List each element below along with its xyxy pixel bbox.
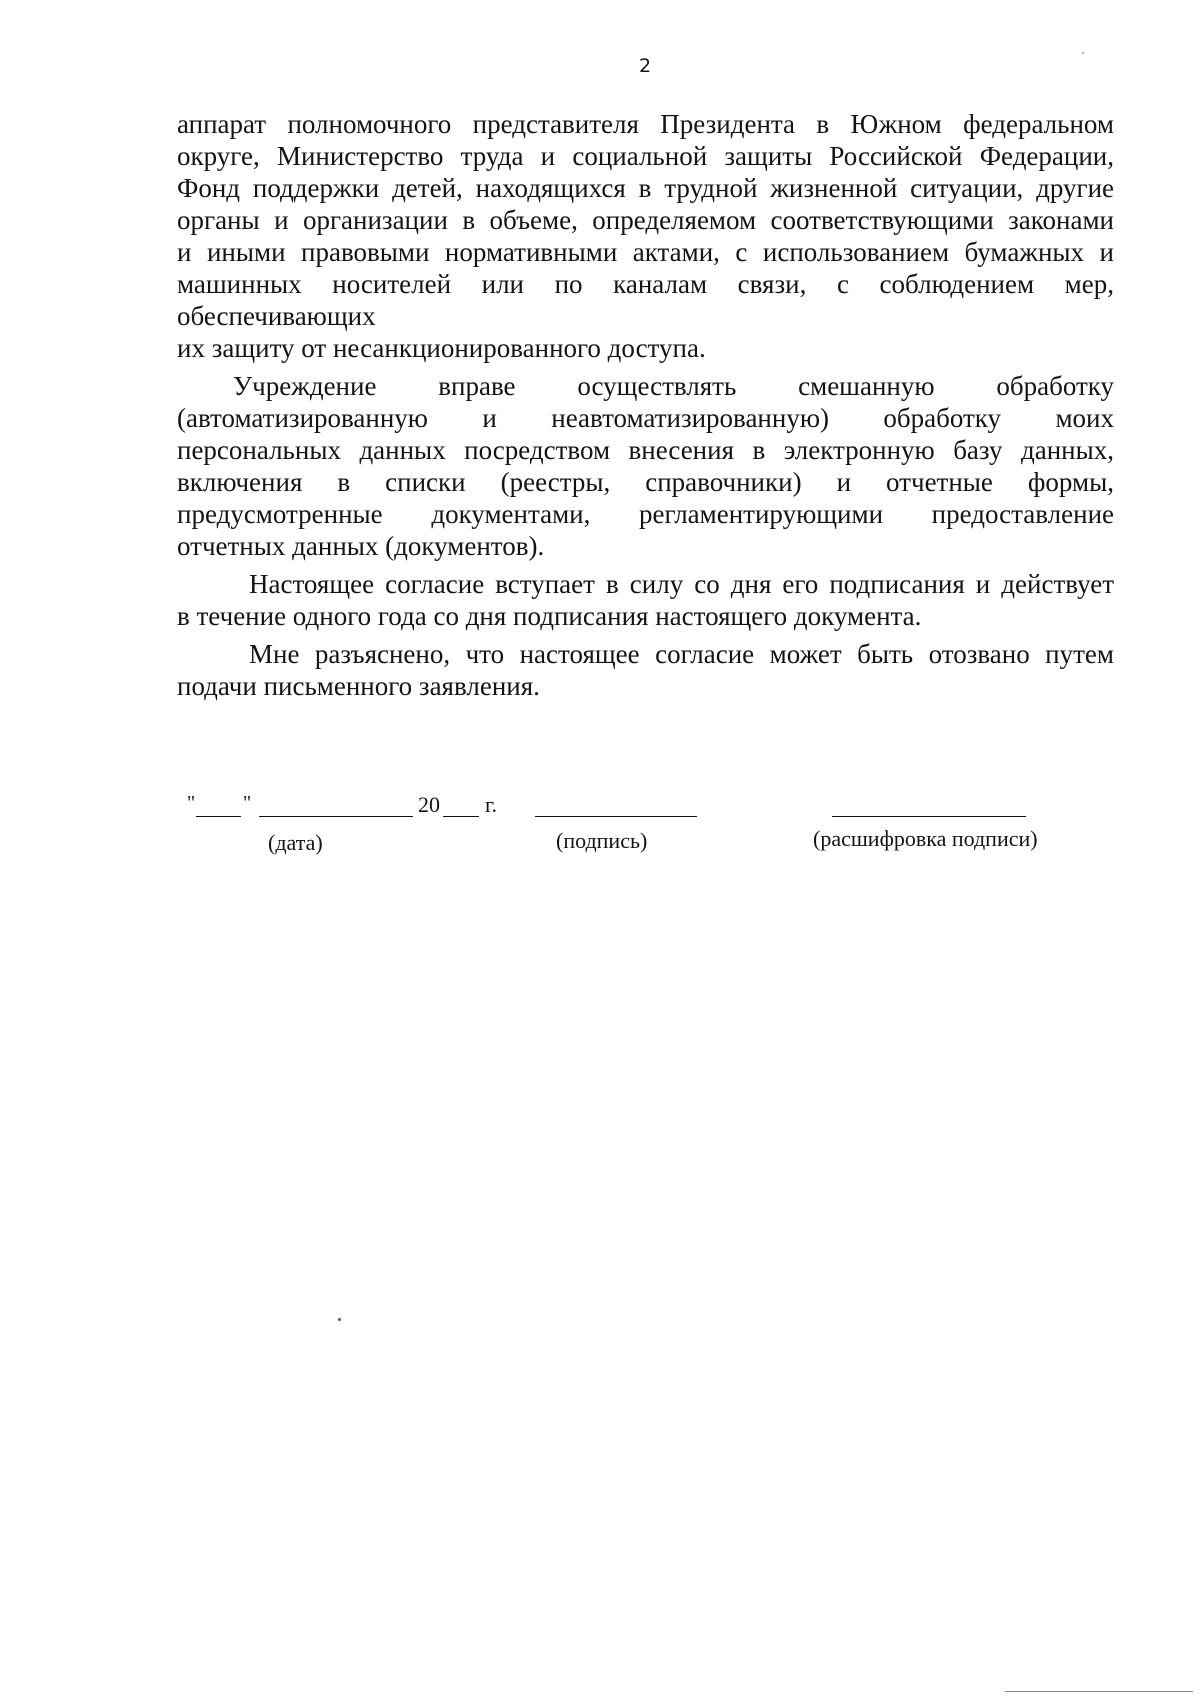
paragraph-validity <box>177 568 1114 632</box>
date-quote-close: " <box>243 792 252 814</box>
text-line: аппарат полномочного представителя Президента в Южном федеральном <box>177 109 1114 139</box>
text-line: их защиту от несанкционированного доступа. <box>177 333 706 363</box>
scan-edge-line <box>1005 1691 1193 1692</box>
text-line: Настоящее согласие вступает в силу со дня его подписания и действует <box>249 569 1114 599</box>
text-line: Учреждение вправе осуществлять смешанную обработку <box>233 371 1114 401</box>
paragraph-data-transfer <box>177 108 1114 364</box>
text-line: отчетных данных (документов). <box>177 531 545 561</box>
page-number: 2 <box>638 55 652 77</box>
scan-speck <box>1082 52 1084 54</box>
scan-speck <box>338 1318 341 1321</box>
year-blank-line <box>443 816 479 817</box>
text-line: органы и организации в объеме, определяемом соответствующими законами <box>177 205 1114 235</box>
text-line: Фонд поддержки детей, находящихся в трудной жизненной ситуации, другие <box>177 173 1114 203</box>
month-blank-line <box>259 816 413 817</box>
text-line: обеспечивающих <box>177 301 376 331</box>
signature-block <box>0 788 1200 868</box>
signature-caption: (подпись) <box>556 828 648 853</box>
text-line: (автоматизированную и неавтоматизированную) обработку моих <box>177 403 1114 433</box>
paragraph-revocation <box>177 638 1114 702</box>
document-body <box>177 108 1114 702</box>
year-prefix: 20 <box>418 792 440 817</box>
date-quote-open: " <box>187 792 196 814</box>
text-line: в течение одного года со дня подписания настоящего документа. <box>177 601 922 631</box>
date-caption: (дата) <box>268 830 323 855</box>
text-line: округе, Министерство труда и социальной защиты Российской Федерации, <box>177 141 1114 171</box>
text-line: Мне разъяснено, что настоящее согласие может быть отозвано путем <box>249 639 1114 669</box>
day-blank-line <box>196 816 241 817</box>
signature-blank-line <box>535 816 697 817</box>
text-line: машинных носителей или по каналам связи, с соблюдением мер, <box>177 269 1114 299</box>
text-line: подачи письменного заявления. <box>177 671 540 701</box>
text-line: предусмотренные документами, регламентирующими предоставление <box>177 499 1114 529</box>
transcript-blank-line <box>832 816 1026 817</box>
text-line: и иными правовыми нормативными актами, с использованием бумажных и <box>177 237 1114 267</box>
text-line: включения в списки (реестры, справочники) и отчетные формы, <box>177 467 1114 497</box>
transcript-caption: (расшифровка подписи) <box>813 826 1038 851</box>
year-suffix: г. <box>485 792 498 817</box>
text-line: персональных данных посредством внесения в электронную базу данных, <box>177 435 1114 465</box>
paragraph-processing <box>177 370 1114 562</box>
